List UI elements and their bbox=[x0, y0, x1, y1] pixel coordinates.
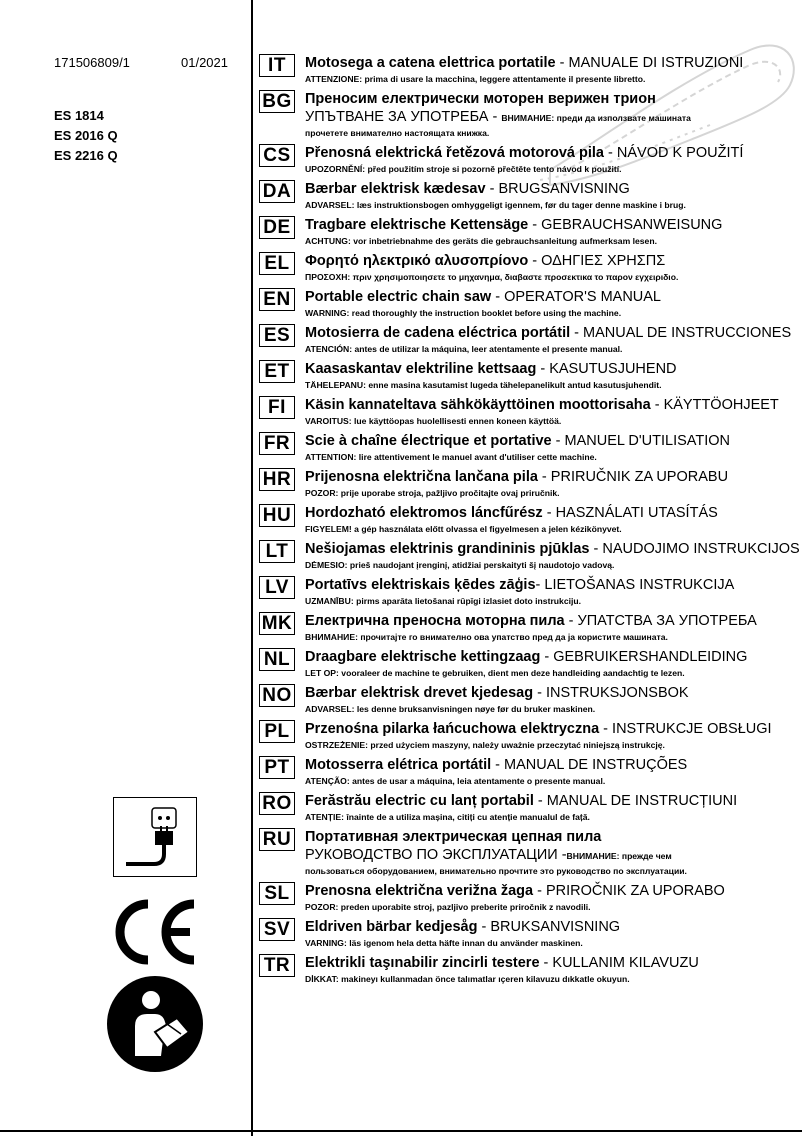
product-name: Tragbare elektrische Kettensäge bbox=[305, 217, 529, 233]
manual-type: LIETOŠANAS INSTRUKCIJA bbox=[544, 577, 735, 593]
warning-line bbox=[305, 594, 799, 608]
language-code-badge: LV bbox=[259, 576, 295, 599]
warning-line bbox=[305, 936, 799, 950]
product-name: Преносим електрически моторен верижен трион bbox=[305, 91, 656, 107]
manual-title bbox=[305, 882, 799, 900]
title-separator: - bbox=[485, 181, 499, 197]
product-name: Motosega a catena elettrica portatile bbox=[305, 55, 556, 71]
product-name: Φορητό ηλεκτρικό αλυσοπρίονο bbox=[305, 253, 529, 269]
manual-type: MANUALE DI ISTRUZIONI bbox=[568, 55, 744, 71]
product-name: Eldriven bärbar kedjesåg bbox=[305, 919, 478, 935]
model-name: ES 1814 bbox=[54, 108, 104, 123]
language-entry-de bbox=[259, 216, 799, 248]
language-code-badge: BG bbox=[259, 90, 295, 113]
language-entry-fi bbox=[259, 396, 799, 428]
manual-title bbox=[305, 756, 799, 774]
manual-title bbox=[305, 288, 799, 306]
warning-label: ВНИМАНИЕ: bbox=[566, 851, 620, 861]
language-code-badge: HU bbox=[259, 504, 295, 527]
product-name: Přenosná elektrická řetězová motorová pila bbox=[305, 145, 604, 161]
warning-line bbox=[305, 558, 799, 572]
warning-line bbox=[305, 342, 799, 356]
warning-text: makineyı kullanmadan önce talımatlar ıçeren kilavuzu dıkkatle okuyun. bbox=[338, 974, 630, 984]
title-separator: - bbox=[589, 541, 603, 557]
title-separator: - bbox=[539, 955, 553, 971]
column-divider bbox=[251, 0, 253, 1136]
language-entry-et bbox=[259, 360, 799, 392]
title-separator: - bbox=[477, 919, 491, 935]
warning-label: ВНИМАНИЕ: bbox=[501, 113, 555, 123]
manual-title bbox=[305, 54, 799, 72]
warning-text: read thoroughly the instruction booklet before using the machine. bbox=[349, 308, 622, 318]
language-entry-ro bbox=[259, 792, 799, 824]
warning-text: преди да използвате машината bbox=[554, 113, 691, 123]
manual-title bbox=[305, 360, 799, 378]
warning-line bbox=[305, 738, 799, 752]
title-separator: - bbox=[604, 145, 617, 161]
product-name: Motosierra de cadena eléctrica portátil bbox=[305, 325, 571, 341]
manual-type: MANUAL DE INSTRUCCIONES bbox=[583, 325, 792, 341]
language-code-badge: DE bbox=[259, 216, 295, 239]
warning-text: πριν χρησιμοποιησετε το μηχανημα, διαβαστε προσεκτικα το παρον εγχειριδιο. bbox=[350, 272, 679, 282]
warning-label: POZOR: bbox=[305, 488, 339, 498]
manual-type: GEBRAUCHSANWEISUNG bbox=[541, 217, 723, 233]
product-name: Scie à chaîne électrique et portative bbox=[305, 433, 552, 449]
warning-text: vooraleer de machine te gebruiken, dient men deze handleiding aandachtig te lezen. bbox=[338, 668, 685, 678]
warning-label: POZOR: bbox=[305, 902, 339, 912]
manual-type: KÄYTTÖOHJEET bbox=[663, 397, 779, 413]
warning-text: прочитајте го внимателно ова упатство пред да ја користите машината. bbox=[357, 632, 668, 642]
warning-text: les denne bruksanvisningen nøye før du bruker maskinen. bbox=[354, 704, 596, 714]
manual-type: BRUKSANVISNING bbox=[490, 919, 621, 935]
model-list bbox=[54, 106, 118, 166]
product-name: Bærbar elektrisk kædesav bbox=[305, 181, 486, 197]
manual-title bbox=[305, 540, 799, 558]
title-separator: - bbox=[650, 397, 664, 413]
warning-label: ATTENZIONE: bbox=[305, 74, 363, 84]
warning-text: lire attentivement le manuel avant d'utiliser cette machine. bbox=[356, 452, 597, 462]
warning-label: DĖMESIO: bbox=[305, 560, 348, 570]
manual-type: MANUAL DE INSTRUCȚIUNI bbox=[546, 793, 738, 809]
language-entry-pl bbox=[259, 720, 799, 752]
manual-type: РУКОВОДСТВО ПО ЭКСПЛУАТАЦИИ - bbox=[305, 847, 567, 863]
model-name: ES 2016 Q bbox=[54, 128, 118, 143]
language-code-badge: TR bbox=[259, 954, 295, 977]
ce-mark-icon bbox=[110, 898, 200, 966]
warning-label: ATENCIÓN: bbox=[305, 344, 353, 354]
warning-text: pirms aparāta lietošanai rūpīgi izlasiet doto instrukciju. bbox=[353, 596, 582, 606]
title-separator: - bbox=[535, 577, 545, 593]
warning-line bbox=[305, 306, 799, 320]
warning-line bbox=[305, 378, 799, 392]
warning-text: przed użyciem maszyny, należy uważnie przeczytać niniejszą instrukcję. bbox=[368, 740, 665, 750]
warning-label: VAROITUS: bbox=[305, 416, 352, 426]
language-entry-lt bbox=[259, 540, 799, 572]
warning-text: прочетете внимателно настоящата книжка. bbox=[305, 128, 490, 138]
manual-type: PRIROČNIK ZA UPORABO bbox=[545, 883, 725, 899]
title-separator: - bbox=[533, 685, 546, 701]
warning-line bbox=[305, 900, 799, 914]
title-separator: - bbox=[533, 883, 546, 899]
manual-type: KASUTUSJUHEND bbox=[549, 361, 677, 377]
manual-title bbox=[305, 216, 799, 234]
title-separator: - bbox=[564, 613, 578, 629]
language-entry-mk bbox=[259, 612, 799, 644]
language-code-badge: RO bbox=[259, 792, 295, 815]
language-list bbox=[259, 54, 799, 990]
warning-label: ADVARSEL: bbox=[305, 200, 355, 210]
manual-title bbox=[305, 432, 799, 450]
language-entry-fr bbox=[259, 432, 799, 464]
language-entry-es bbox=[259, 324, 799, 356]
read-manual-icon bbox=[105, 974, 205, 1074]
language-entry-tr bbox=[259, 954, 799, 986]
language-code-badge: PL bbox=[259, 720, 295, 743]
warning-label: FIGYELEM! bbox=[305, 524, 352, 534]
language-entry-el bbox=[259, 252, 799, 284]
manual-type: INSTRUKCJE OBSŁUGI bbox=[612, 721, 772, 737]
warning-label: ATENȚIE: bbox=[305, 812, 344, 822]
document-date: 01/2021 bbox=[181, 55, 228, 70]
warning-label: ВНИМАНИЕ: bbox=[305, 632, 358, 642]
product-name: Bærbar elektrisk drevet kjedesag bbox=[305, 685, 534, 701]
language-code-badge: HR bbox=[259, 468, 295, 491]
warning-text: preden uporabite stroj, pazljivo preberite priročnik z navodili. bbox=[338, 902, 591, 912]
warning-line bbox=[305, 702, 799, 716]
language-code-badge: ET bbox=[259, 360, 295, 383]
manual-title bbox=[305, 684, 799, 702]
title-separator: - bbox=[540, 649, 554, 665]
warning-text: vor inbetriebnahme des geräts die gebrauchsanleitung aufmerksam lesen. bbox=[350, 236, 657, 246]
title-separator: - bbox=[533, 793, 547, 809]
warning-text: a gép használata előtt olvassa el figyelmesen a jelen kézikönyvet. bbox=[351, 524, 622, 534]
product-name: Portatīvs elektriskais ķēdes zāģis bbox=[305, 577, 536, 593]
warning-label: TÄHELEPANU: bbox=[305, 380, 366, 390]
warning-label: LET OP: bbox=[305, 668, 339, 678]
warning-line bbox=[305, 414, 799, 428]
language-entry-en bbox=[259, 288, 799, 320]
title-separator: - bbox=[570, 325, 584, 341]
warning-label: UZMANĪBU: bbox=[305, 596, 354, 606]
title-separator: - bbox=[528, 217, 542, 233]
manual-title bbox=[305, 324, 799, 342]
warning-line bbox=[305, 972, 799, 986]
warning-line bbox=[305, 666, 799, 680]
manual-title bbox=[305, 252, 799, 270]
warning-label: ACHTUNG: bbox=[305, 236, 351, 246]
product-name: Портативная электрическая цепная пила bbox=[305, 829, 602, 845]
manual-title bbox=[305, 828, 799, 864]
language-code-badge: PT bbox=[259, 756, 295, 779]
warning-line bbox=[305, 234, 799, 248]
warning-text: пользоваться оборудованием, внимательно прочтите это руководство по эксплуатации. bbox=[305, 866, 687, 876]
product-name: Kaasaskantav elektriline kettsaag bbox=[305, 361, 537, 377]
language-code-badge: SL bbox=[259, 882, 295, 905]
warning-text: antes de usar a máquina, leia atentamente o presente manual. bbox=[349, 776, 606, 786]
manual-title bbox=[305, 468, 799, 486]
language-code-badge: CS bbox=[259, 144, 295, 167]
product-name: Draagbare elektrische kettingzaag bbox=[305, 649, 541, 665]
warning-text: prije uporabe stroja, pažljivo pročitajte ovaj priručnik. bbox=[338, 488, 560, 498]
manual-title bbox=[305, 396, 799, 414]
language-code-badge: DA bbox=[259, 180, 295, 203]
language-entry-bg bbox=[259, 90, 799, 140]
language-entry-cs bbox=[259, 144, 799, 176]
product-name: Prijenosna električna lančana pila bbox=[305, 469, 538, 485]
warning-line bbox=[305, 630, 799, 644]
warning-line bbox=[305, 810, 799, 824]
warning-line bbox=[305, 774, 799, 788]
title-separator: - bbox=[491, 289, 505, 305]
manual-title bbox=[305, 90, 799, 126]
product-name: Portable electric chain saw bbox=[305, 289, 492, 305]
warning-text: enne masina kasutamist lugeda tähelepanelikult antud kasutusjuhendit. bbox=[365, 380, 662, 390]
manual-type: KULLANIM KILAVUZU bbox=[552, 955, 699, 971]
warning-text: antes de utilizar la máquina, leer atentamente el presente manual. bbox=[352, 344, 623, 354]
warning-line bbox=[305, 72, 799, 86]
manual-type: УПАТСТВА ЗА УПОТРЕБА bbox=[577, 613, 757, 629]
language-entry-hu bbox=[259, 504, 799, 536]
warning-text: înainte de a utiliza mașina, citiți cu atenție manualul de față. bbox=[344, 812, 590, 822]
language-entry-nl bbox=[259, 648, 799, 680]
language-code-badge: NO bbox=[259, 684, 295, 707]
footer-rule bbox=[0, 1130, 802, 1132]
manual-type: BRUGSANVISNING bbox=[498, 181, 630, 197]
warning-label: DİKKAT: bbox=[305, 974, 339, 984]
warning-text: lue käyttöopas huolellisesti ennen koneen käyttöä. bbox=[351, 416, 562, 426]
language-code-badge: MK bbox=[259, 612, 295, 635]
title-separator: - bbox=[555, 55, 569, 71]
product-name: Motosserra elétrica portátil bbox=[305, 757, 492, 773]
warning-text: prima di usare la macchina, leggere attentamente il presente libretto. bbox=[362, 74, 646, 84]
language-code-badge: FI bbox=[259, 396, 295, 419]
title-separator: - bbox=[542, 505, 556, 521]
product-name: Prenosna električna verižna žaga bbox=[305, 883, 534, 899]
warning-line bbox=[305, 522, 799, 536]
product-name: Hordozható elektromos láncfűrész bbox=[305, 505, 543, 521]
document-number: 171506809/1 bbox=[54, 55, 130, 70]
manual-title bbox=[305, 504, 799, 522]
language-entry-ru bbox=[259, 828, 799, 878]
warning-label: UPOZORNĚNÍ: bbox=[305, 164, 366, 174]
manual-title bbox=[305, 144, 799, 162]
manual-type: OPERATOR'S MANUAL bbox=[504, 289, 661, 305]
manual-title bbox=[305, 954, 799, 972]
warning-line bbox=[305, 864, 799, 878]
warning-text: läs igenom hela detta häfte innan du använder maskinen. bbox=[346, 938, 583, 948]
language-code-badge: EN bbox=[259, 288, 295, 311]
manual-type: GEBRUIKERSHANDLEIDING bbox=[553, 649, 748, 665]
product-name: Електрична преносна моторна пила bbox=[305, 613, 565, 629]
manual-type: PRIRUČNIK ZA UPORABU bbox=[550, 469, 729, 485]
language-entry-it bbox=[259, 54, 799, 86]
language-code-badge: ES bbox=[259, 324, 295, 347]
language-entry-da bbox=[259, 180, 799, 212]
manual-type: MANUAL DE INSTRUÇÕES bbox=[504, 757, 688, 773]
language-code-badge: LT bbox=[259, 540, 295, 563]
language-code-badge: IT bbox=[259, 54, 295, 77]
warning-line bbox=[305, 486, 799, 500]
language-entry-pt bbox=[259, 756, 799, 788]
product-name: Elektrikli taşınabilir zincirli testere bbox=[305, 955, 540, 971]
warning-text: před použitím stroje si pozorně přečtěte tento návod k použití. bbox=[365, 164, 622, 174]
warning-label: ADVARSEL: bbox=[305, 704, 355, 714]
manual-title bbox=[305, 612, 799, 630]
product-name: Przenośna pilarka łańcuchowa elektryczna bbox=[305, 721, 600, 737]
warning-label: ΠΡΟΣΟΧΗ: bbox=[305, 272, 351, 282]
language-entry-sv bbox=[259, 918, 799, 950]
title-separator: - bbox=[599, 721, 613, 737]
language-entry-hr bbox=[259, 468, 799, 500]
electric-plug-icon bbox=[113, 797, 197, 877]
language-entry-sl bbox=[259, 882, 799, 914]
manual-title bbox=[305, 648, 799, 666]
manual-type: NAUDOJIMO INSTRUKCIJOS bbox=[602, 541, 800, 557]
product-name: Ferăstrău electric cu lanț portabil bbox=[305, 793, 534, 809]
manual-title bbox=[305, 720, 799, 738]
warning-text: prieš naudojant įrenginį, atidžiai perskaityti šį naudotojo vadovą. bbox=[347, 560, 615, 570]
model-name: ES 2216 Q bbox=[54, 148, 118, 163]
warning-line bbox=[305, 126, 799, 140]
product-name: Nešiojamas elektrinis grandininis pjūklas bbox=[305, 541, 590, 557]
manual-title bbox=[305, 792, 799, 810]
manual-type: INSTRUKSJONSBOK bbox=[545, 685, 689, 701]
warning-label: ATTENTION: bbox=[305, 452, 357, 462]
manual-title bbox=[305, 180, 799, 198]
manual-type: УПЪТВАНЕ ЗА УПОТРЕБА - bbox=[305, 109, 502, 125]
warning-text: læs instruktionsbogen omhyggeligt igennem, før du tager denne maskine i brug. bbox=[354, 200, 686, 210]
warning-line bbox=[305, 450, 799, 464]
manual-type: HASZNÁLATI UTASÍTÁS bbox=[555, 505, 718, 521]
manual-type: ΟΔΗΓΙΕΣ ΧΡΗΣΠΣ bbox=[541, 253, 666, 269]
warning-label: ATENÇÃO: bbox=[305, 776, 350, 786]
language-entry-no bbox=[259, 684, 799, 716]
warning-label: WARNING: bbox=[305, 308, 350, 318]
language-code-badge: NL bbox=[259, 648, 295, 671]
manual-title bbox=[305, 918, 799, 936]
title-separator: - bbox=[537, 469, 551, 485]
warning-line bbox=[305, 198, 799, 212]
title-separator: - bbox=[528, 253, 542, 269]
language-code-badge: RU bbox=[259, 828, 295, 851]
warning-label: OSTRZEŻENIE: bbox=[305, 740, 369, 750]
title-separator: - bbox=[491, 757, 505, 773]
manual-type: NÁVOD K POUŽITÍ bbox=[616, 145, 744, 161]
warning-label: VARNING: bbox=[305, 938, 347, 948]
product-name: Käsin kannateltava sähkökäyttöinen moottorisaha bbox=[305, 397, 651, 413]
language-code-badge: SV bbox=[259, 918, 295, 941]
language-code-badge: FR bbox=[259, 432, 295, 455]
title-separator: - bbox=[536, 361, 550, 377]
language-code-badge: EL bbox=[259, 252, 295, 275]
manual-title bbox=[305, 576, 799, 594]
warning-line bbox=[305, 162, 799, 176]
title-separator: - bbox=[551, 433, 565, 449]
manual-type: MANUEL D'UTILISATION bbox=[564, 433, 731, 449]
warning-text: прежде чем bbox=[619, 851, 672, 861]
warning-line bbox=[305, 270, 799, 284]
language-entry-lv bbox=[259, 576, 799, 608]
